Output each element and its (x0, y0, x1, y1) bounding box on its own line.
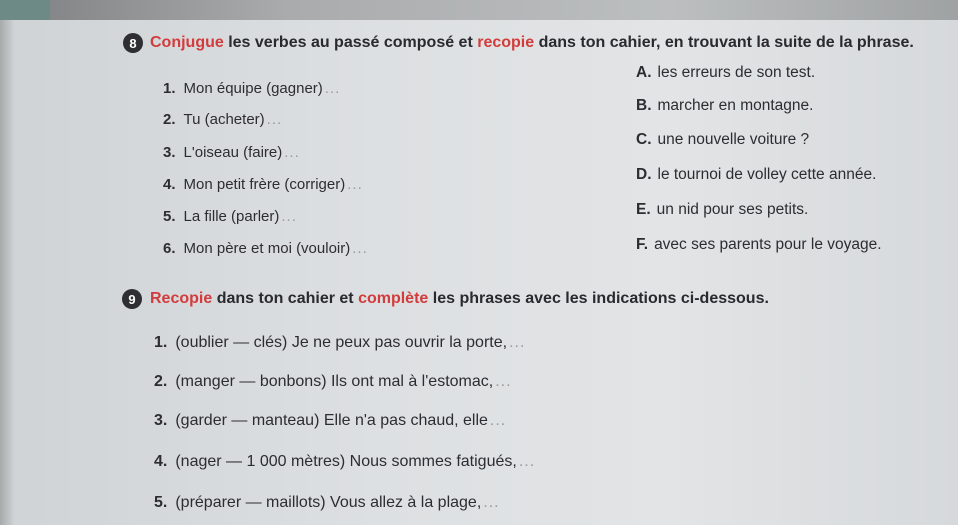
ex9-item-3: 3. (garder — manteau) Elle n'a pas chaud, elle ... (154, 412, 507, 429)
ex8-option-b: B. marcher en montagne. (636, 97, 814, 114)
exercise-9-instruction: Recopie dans ton cahier et complète les phrases avec les indications ci-dessous. (150, 290, 769, 307)
ex8-option-c: C. une nouvelle voiture ? (636, 131, 810, 148)
ex8-option-a: A. les erreurs de son test. (636, 64, 816, 81)
ex8-option-e: E. un nid pour ses petits. (636, 201, 809, 218)
ex9-item-5: 5. (préparer — maillots) Vous allez à la plage, ... (154, 494, 500, 511)
ex8-item-3: 3. L'oiseau (faire) ... (163, 144, 300, 161)
exercise-8-instruction: Conjugue les verbes au passé composé et recopie dans ton cahier, en trouvant la suite de la phrase. (150, 34, 914, 51)
ex8-item-6: 6. Mon père et moi (vouloir) ... (163, 240, 368, 257)
exercise-9-number: 9 (122, 289, 142, 309)
ex8-option-f: F. avec ses parents pour le voyage. (636, 236, 882, 253)
book-spine (0, 0, 50, 20)
ex8-option-d: D. le tournoi de volley cette année. (636, 166, 877, 183)
ex9-item-4: 4. (nager — 1 000 mètres) Nous sommes fatigués, ... (154, 453, 536, 470)
ex8-item-4: 4. Mon petit frère (corriger) ... (163, 176, 363, 193)
instruction-verb-recopie: recopie (477, 34, 535, 51)
page-top-edge (0, 0, 958, 20)
page-left-edge (0, 20, 14, 525)
ex8-item-5: 5. La fille (parler) ... (163, 208, 297, 225)
ex9-item-1: 1. (oublier — clés) Je ne peux pas ouvrir la porte, ... (154, 334, 526, 351)
ex8-item-2: 2. Tu (acheter) ... (163, 111, 283, 128)
ex8-item-1: 1. Mon équipe (gagner) ... (163, 80, 341, 97)
instruction-verb-conjugue: Conjugue (150, 34, 224, 51)
exercise-8-number: 8 (123, 33, 143, 53)
ex9-item-2: 2. (manger — bonbons) Ils ont mal à l'estomac, ... (154, 373, 512, 390)
instruction-verb-complete: complète (358, 290, 429, 307)
instruction-verb-recopie: Recopie (150, 290, 213, 307)
